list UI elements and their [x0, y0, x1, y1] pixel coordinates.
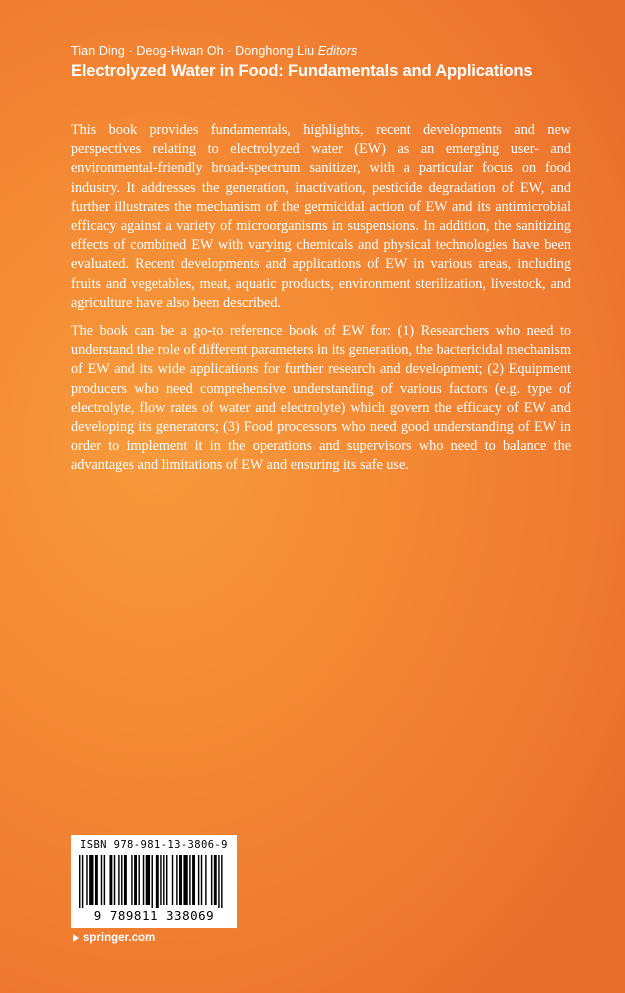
barcode-bar	[114, 855, 115, 905]
barcode-box	[71, 835, 237, 928]
barcode-bar	[138, 855, 139, 905]
arrow-right-icon	[73, 934, 79, 942]
barcode-digits: 9 789811 338069	[93, 908, 215, 923]
barcode-bar	[121, 855, 122, 905]
barcode-bar	[176, 855, 177, 905]
blurb-paragraph-2: The book can be a go-to reference book of EW for: (1) Researchers who need to understand the role of different parameters in its generation, the bactericidal mechanism of EW and its wide applications for further research and development; (2) Equipment producers who need comprehensive understanding of various factors (e.g. type of electrolyte, flow rates of water and electrolyte) which govern the efficacy of EW and developing its generators; (3) Food processors who need good understanding of EW in order to implement it in the operations and supervisors who need to balance the advantages and limitations of EW and ensuring its safe use.	[71, 323, 571, 474]
barcode-bar	[166, 855, 167, 905]
editors-names: Tian Ding · Deog-Hwan Oh · Donghong Liu	[71, 44, 315, 58]
barcode-bar	[218, 855, 219, 908]
barcode-bar	[156, 855, 159, 908]
barcode-bar	[131, 855, 132, 905]
barcode-bar	[201, 855, 202, 905]
barcode-bar	[152, 855, 153, 908]
book-blurb	[71, 121, 571, 485]
barcode-bar	[118, 855, 119, 905]
barcode-bar	[79, 855, 80, 908]
barcode-bar	[221, 855, 222, 908]
barcode-bar	[89, 855, 93, 905]
barcode-bar	[124, 855, 127, 905]
barcode-bar	[211, 855, 212, 905]
barcode-bar	[198, 855, 199, 905]
barcode-bar	[192, 855, 195, 905]
barcode-bar	[82, 855, 83, 908]
barcode-bar	[183, 855, 187, 905]
barcode-bar	[214, 855, 217, 905]
publisher-link[interactable]	[73, 932, 155, 944]
barcode-bar	[95, 855, 98, 905]
barcode-image	[79, 855, 229, 908]
barcode-bar	[172, 855, 173, 905]
editors-role: Editors	[317, 44, 358, 58]
barcode-bar	[104, 855, 105, 905]
barcode-bar	[163, 855, 164, 905]
barcode-bar	[101, 855, 102, 905]
barcode-bar	[109, 855, 112, 905]
editors-line	[71, 44, 357, 58]
barcode-bar	[179, 855, 182, 905]
barcode-bar	[146, 855, 150, 905]
barcode-bar	[189, 855, 190, 905]
barcode-bar	[205, 855, 206, 905]
blurb-paragraph-1: This book provides fundamentals, highlights, recent developments and new perspectives relating to electrolyzed water (EW) as an emerging user- and environmental-friendly broad-spectrum sanitizer, with a particular focus on food industry. It addresses the generation, inactivation, pesticide degradation of EW, and further illustrates the mechanism of the germicidal action of EW and its antimicrobial efficacy against a variety of microorganisms in suspensions. In addition, the sanitizing effects of combined EW with varying chemicals and physical technologies have been evaluated. Recent developments and applications of EW in various areas, including fruits and vegetables, meat, aquatic products, environment sterilization, livestock, and agriculture have also been described.	[71, 122, 571, 311]
barcode-bar	[86, 855, 87, 905]
publisher-website[interactable]: springer.com	[83, 932, 156, 944]
isbn-label: ISBN 978-981-13-3806-9	[80, 839, 228, 851]
barcode-bar	[160, 855, 161, 905]
book-title: Electrolyzed Water in Food: Fundamentals and Applications	[71, 62, 533, 80]
barcode-bar	[134, 855, 137, 905]
barcode-bar	[143, 855, 144, 905]
